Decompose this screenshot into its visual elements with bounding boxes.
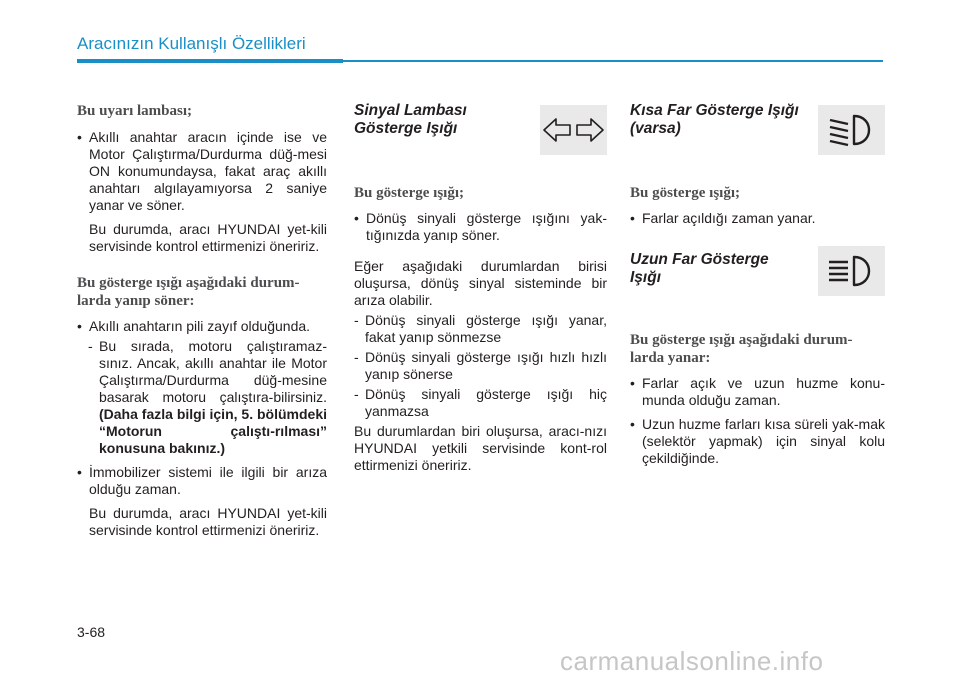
list-item: • Akıllı anahtarın pili zayıf olduğunda. [77, 318, 327, 335]
dash-mark: - [88, 338, 93, 354]
page-number: 3-68 [77, 624, 106, 640]
low-beam-icon-box [818, 105, 885, 155]
warning-lamp-heading: Bu uyarı lambası; [77, 103, 193, 119]
dash-item [77, 338, 327, 457]
list-item: • Farlar açık ve uzun huzme konu-munda olduğu zaman. [630, 375, 885, 409]
low-beam-title: Kısa Far Gösterge Işığı (varsa) [630, 102, 799, 137]
turn-signal-title: Sinyal Lambası Gösterge Işığı [354, 102, 467, 137]
turn-signal-icon-box [540, 105, 607, 155]
watermark: carmanualsonline.info [560, 646, 824, 676]
dash-text: Dönüş sinyali gösterge ışığı hızlı hızlı yanıp sönerse [365, 349, 607, 382]
dash-text: Dönüş sinyali gösterge ışığı hiç yanmazsa [365, 386, 607, 419]
low-beam-headlight-icon [818, 105, 885, 155]
list-item: • Akıllı anahtar aracın içinde ise ve Motor Çalıştırma/Durdurma düğ-mesi ON konumundaysa, fakat araç akıllı anahtarı algılayamıyorsa 2 saniye yanar ve söner. [77, 129, 327, 214]
blink-conditions-heading: Bu gösterge ışığı aşağıdaki durum-larda yanıp söner: [77, 275, 300, 309]
paragraph: Bu durumlardan biri oluşursa, aracı-nızı HYUNDAI yetkili servisinde kont-rol ettirmenizi öneririz. [354, 423, 607, 473]
cross-reference: (Daha fazla bilgi için, 5. bölümdeki “Motorun çalıştı-rılması” konusuna bakınız.) [99, 406, 327, 456]
indicator-heading: Bu gösterge ışığı; [354, 185, 464, 201]
dash-item [354, 349, 607, 383]
header-rule-thick [77, 59, 343, 63]
indicator-heading: Bu gösterge ışığı; [630, 185, 740, 201]
paragraph: Bu durumda, aracı HYUNDAI yet-kili servisinde kontrol ettirmenizi öneririz. [89, 221, 327, 254]
dash-item [354, 312, 607, 346]
list-item: • İmmobilizer sistemi ile ilgili bir arıza olduğu zaman. [77, 464, 327, 498]
high-beam-icon-box [818, 246, 885, 296]
dash-mark: - [354, 312, 359, 328]
column-1 [77, 102, 327, 539]
dash-item [354, 386, 607, 420]
high-beam-title: Uzun Far Gösterge Işığı [630, 251, 769, 286]
paragraph: Eğer aşağıdaki durumlardan birisi oluşursa, dönüş sinyal sisteminde bir arıza olabilir. [354, 258, 607, 308]
header-rule-thin [343, 60, 883, 62]
dash-mark: - [354, 349, 359, 365]
column-2 [354, 102, 607, 474]
dash-mark: - [354, 386, 359, 402]
list-item: • Uzun huzme farları kısa süreli yak-mak (selektör yapmak) için sinyal kolu çekildiğinde. [630, 416, 885, 467]
dash-text: Bu sırada, motoru çalıştıramaz-sınız. Ancak, akıllı anahtar ile Motor Çalıştırma/Durdurma düğ-mesine basarak motoru çalıştıra-bilirsiniz. [99, 338, 327, 405]
dash-text: Dönüş sinyali gösterge ışığı yanar, fakat yanıp sönmezse [365, 312, 607, 345]
paragraph: Bu durumda, aracı HYUNDAI yet-kili servisinde kontrol ettirmenizi öneririz. [89, 505, 327, 538]
list-item: • Dönüş sinyali gösterge ışığını yak-tığınızda yanıp söner. [354, 210, 607, 244]
list-item: • Farlar açıldığı zaman yanar. [630, 210, 885, 227]
high-beam-headlight-icon [818, 246, 885, 296]
turn-signal-arrows-icon [540, 105, 607, 155]
high-beam-conditions-heading: Bu gösterge ışığı aşağıdaki durum-larda yanar: [630, 332, 853, 366]
section-title: Aracınızın Kullanışlı Özellikleri [77, 34, 306, 53]
